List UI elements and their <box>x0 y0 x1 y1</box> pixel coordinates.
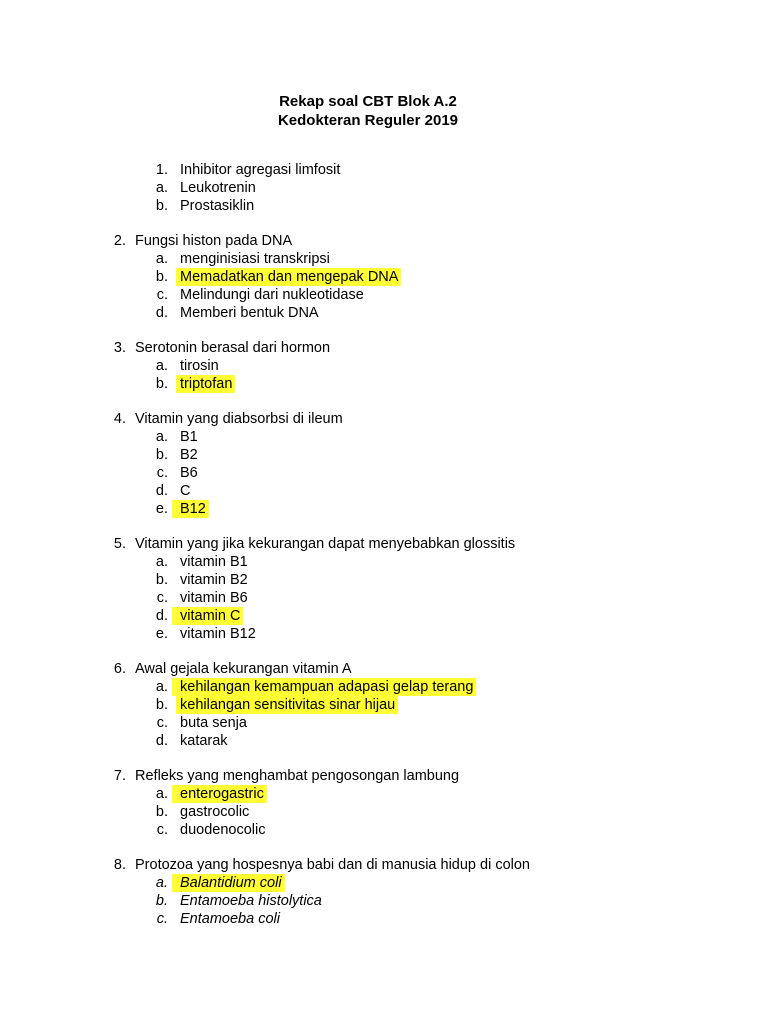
question-line <box>0 660 768 678</box>
option-text: buta senja <box>180 715 247 731</box>
option-letter: d. <box>155 483 168 499</box>
option-text: B1 <box>180 429 198 445</box>
option-item <box>0 803 768 821</box>
option-text: tirosin <box>180 358 219 374</box>
question-number: 8. <box>113 857 126 873</box>
option-letter: a. <box>155 429 168 445</box>
option-item <box>0 714 768 732</box>
question-line <box>0 232 768 250</box>
option-text: vitamin B6 <box>180 590 248 606</box>
question-number: 6. <box>113 661 126 677</box>
option-letter: e. <box>155 501 168 517</box>
option-item <box>0 892 768 910</box>
option-item <box>0 250 768 268</box>
option-item <box>0 625 768 643</box>
option-text: Balantidium coli <box>172 874 285 892</box>
question-text: Vitamin yang jika kekurangan dapat menyebabkan glossitis <box>135 536 516 552</box>
option-item <box>0 482 768 500</box>
option-letter: b. <box>155 269 168 285</box>
option-letter: b. <box>155 198 168 214</box>
option-text: B2 <box>180 447 198 463</box>
option-item-highlighted <box>0 874 768 892</box>
option-text: vitamin B2 <box>180 572 248 588</box>
option-text: Memadatkan dan mengepak DNA <box>176 268 401 286</box>
question-4 <box>0 410 768 518</box>
option-item <box>0 428 768 446</box>
question-text: Fungsi histon pada DNA <box>135 233 293 249</box>
question-line <box>0 856 768 874</box>
option-text: vitamin B1 <box>180 554 248 570</box>
option-item <box>0 304 768 322</box>
option-letter: c. <box>156 911 168 927</box>
option-letter: b. <box>155 572 168 588</box>
option-text: kehilangan kemampuan adapasi gelap terang <box>172 678 476 696</box>
option-letter: c. <box>156 822 168 838</box>
option-letter: b. <box>155 447 168 463</box>
option-letter: b. <box>155 804 168 820</box>
question-5 <box>0 535 768 643</box>
option-text: B12 <box>172 500 209 518</box>
question-number: 7. <box>113 768 126 784</box>
question-text: Vitamin yang diabsorbsi di ileum <box>135 411 343 427</box>
title-line-1: Rekap soal CBT Blok A.2 <box>279 93 457 110</box>
question-number: 5. <box>113 536 126 552</box>
question-line <box>0 339 768 357</box>
question-number: 4. <box>113 411 126 427</box>
question-line <box>0 161 768 179</box>
option-text: Melindungi dari nukleotidase <box>180 287 364 303</box>
option-item-highlighted <box>0 678 768 696</box>
option-letter: c. <box>156 287 168 303</box>
option-letter: c. <box>156 590 168 606</box>
option-text: kehilangan sensitivitas sinar hijau <box>176 696 398 714</box>
option-item <box>0 464 768 482</box>
question-text: Refleks yang menghambat pengosongan lambung <box>135 768 460 784</box>
option-letter: b. <box>155 893 168 909</box>
option-item <box>0 357 768 375</box>
question-line <box>0 410 768 428</box>
option-text: enterogastric <box>172 785 267 803</box>
option-item-highlighted <box>0 375 768 393</box>
option-item <box>0 446 768 464</box>
option-item <box>0 197 768 215</box>
option-letter: a. <box>155 786 168 802</box>
option-item <box>0 571 768 589</box>
option-item <box>0 179 768 197</box>
option-text: Entamoeba histolytica <box>180 893 322 909</box>
question-number: 1. <box>155 162 168 178</box>
option-text: menginisiasi transkripsi <box>180 251 330 267</box>
option-item <box>0 732 768 750</box>
question-8 <box>0 856 768 928</box>
option-letter: d. <box>155 608 168 624</box>
question-3 <box>0 339 768 393</box>
option-text: duodenocolic <box>180 822 266 838</box>
option-item <box>0 821 768 839</box>
option-text: vitamin C <box>172 607 243 625</box>
option-item-highlighted <box>0 785 768 803</box>
option-item <box>0 910 768 928</box>
question-text: Awal gejala kekurangan vitamin A <box>135 661 352 677</box>
option-letter: c. <box>156 465 168 481</box>
title-line-2: Kedokteran Reguler 2019 <box>277 112 459 129</box>
question-list <box>0 161 768 945</box>
option-text: triptofan <box>176 375 235 393</box>
question-line <box>0 535 768 553</box>
option-text: B6 <box>180 465 198 481</box>
option-letter: a. <box>155 180 168 196</box>
option-item <box>0 589 768 607</box>
option-text: C <box>180 483 191 499</box>
option-letter: d. <box>155 733 168 749</box>
option-text: Memberi bentuk DNA <box>180 305 319 321</box>
option-letter: e. <box>155 626 168 642</box>
question-6 <box>0 660 768 750</box>
option-text: katarak <box>180 733 228 749</box>
question-line <box>0 767 768 785</box>
document-title <box>0 92 736 130</box>
option-letter: b. <box>155 376 168 392</box>
question-number: 3. <box>113 340 126 356</box>
question-text: Inhibitor agregasi limfosit <box>180 162 341 178</box>
option-letter: d. <box>155 305 168 321</box>
option-item-highlighted <box>0 268 768 286</box>
option-item-highlighted <box>0 696 768 714</box>
option-item-highlighted <box>0 607 768 625</box>
question-7 <box>0 767 768 839</box>
option-letter: a. <box>155 358 168 374</box>
option-letter: b. <box>155 697 168 713</box>
option-text: Leukotrenin <box>180 180 256 196</box>
question-2 <box>0 232 768 322</box>
option-text: Entamoeba coli <box>180 911 280 927</box>
option-letter: a. <box>155 875 168 891</box>
option-text: Prostasiklin <box>180 198 255 214</box>
option-item-highlighted <box>0 500 768 518</box>
option-item <box>0 553 768 571</box>
question-number: 2. <box>113 233 126 249</box>
option-text: vitamin B12 <box>180 626 256 642</box>
option-letter: c. <box>156 715 168 731</box>
question-text: Protozoa yang hospesnya babi dan di manusia hidup di colon <box>135 857 530 873</box>
question-1 <box>0 161 768 215</box>
option-letter: a. <box>155 679 168 695</box>
option-letter: a. <box>155 251 168 267</box>
option-item <box>0 286 768 304</box>
option-letter: a. <box>155 554 168 570</box>
question-text: Serotonin berasal dari hormon <box>135 340 331 356</box>
option-text: gastrocolic <box>180 804 250 820</box>
